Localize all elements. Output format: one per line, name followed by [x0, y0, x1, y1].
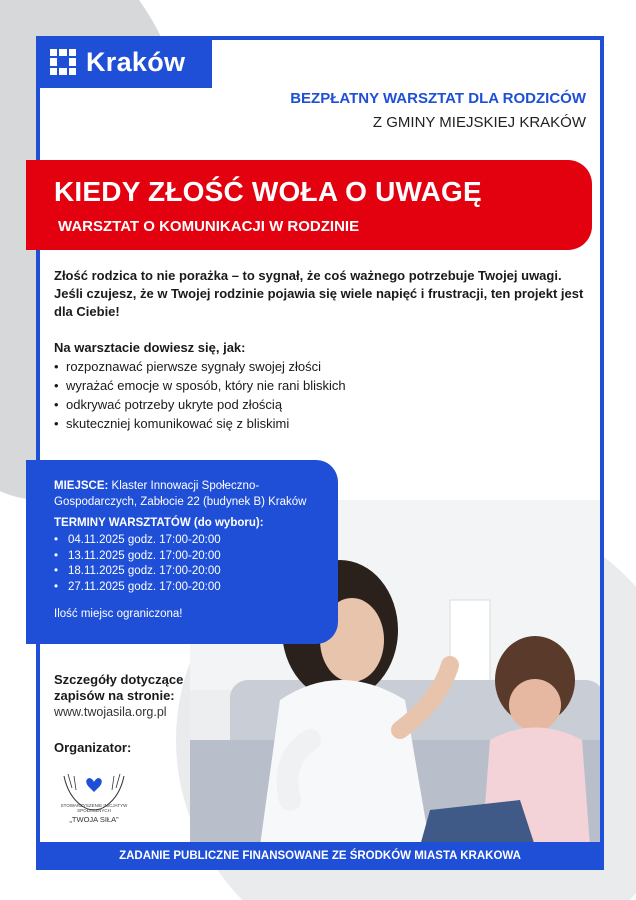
term-item: • 04.11.2025 godz. 17:00-20:00 — [54, 533, 221, 549]
header-line-2: Z GMINY MIEJSKIEJ KRAKÓW — [372, 114, 586, 131]
footer-text: ZADANIE PUBLICZNE FINANSOWANE ZE ŚRODKÓW MIASTA KRAKOWA — [119, 850, 521, 862]
header-line-1: BEZPŁATNY WARSZTAT DLA RODZICÓW — [290, 90, 586, 107]
website-link[interactable]: www.twojasila.org.pl — [54, 705, 167, 719]
krakow-logo-icon — [50, 49, 76, 75]
list-item: • odkrywać potrzeby ukryte pod złością — [54, 395, 346, 414]
limited-seats-note: Ilość miejsc ograniczona! — [54, 608, 183, 620]
term-item: • 18.11.2025 godz. 17:00-20:00 — [54, 564, 221, 580]
list-item: • rozpoznawać pierwsze sygnały swojej złości — [54, 357, 346, 376]
place-info — [54, 478, 326, 510]
organizer-small-text: STOWARZYSZENIE INICJATYW SPOŁECZNYCH — [60, 803, 128, 813]
krakow-logo — [36, 36, 212, 88]
list-item: • skuteczniej komunikować się z bliskimi — [54, 414, 346, 433]
footer-bar — [36, 842, 604, 870]
logo-text: Kraków — [86, 46, 186, 77]
intro-text: Złość rodzica to nie porażka – to sygnał, że coś ważnego potrzebuje Twojej uwagi. Jeśli czujesz, że w Twojej rodzinie pojawia się wiele napięć i frustracji, ten projekt jest dla Ciebie! — [54, 268, 584, 319]
organizer-heading: Organizator: — [54, 740, 132, 755]
place-label: MIEJSCE: — [54, 480, 109, 492]
learn-list — [54, 357, 346, 433]
page-subtitle: WARSZTAT O KOMUNIKACJI W RODZINIE — [58, 218, 360, 235]
organizer-name: „TWOJA SIŁA” — [69, 815, 119, 824]
term-item: • 27.11.2025 godz. 17:00-20:00 — [54, 580, 221, 596]
details-heading: Szczegóły dotyczące zapisów na stronie: — [54, 672, 184, 703]
page-title: KIEDY ZŁOŚĆ WOŁA O UWAGĘ — [54, 176, 482, 207]
term-item: • 13.11.2025 godz. 17:00-20:00 — [54, 549, 221, 565]
learn-heading: Na warsztacie dowiesz się, jak: — [54, 340, 246, 355]
place-value: Klaster Innowacji Społeczno-Gospodarczych, Zabłocie 22 (budynek B) Kraków — [54, 480, 307, 508]
terms-heading: TERMINY WARSZTATÓW (do wyboru): — [54, 517, 264, 529]
list-item: • wyrażać emocje w sposób, który nie rani bliskich — [54, 376, 346, 395]
terms-list — [54, 533, 221, 595]
